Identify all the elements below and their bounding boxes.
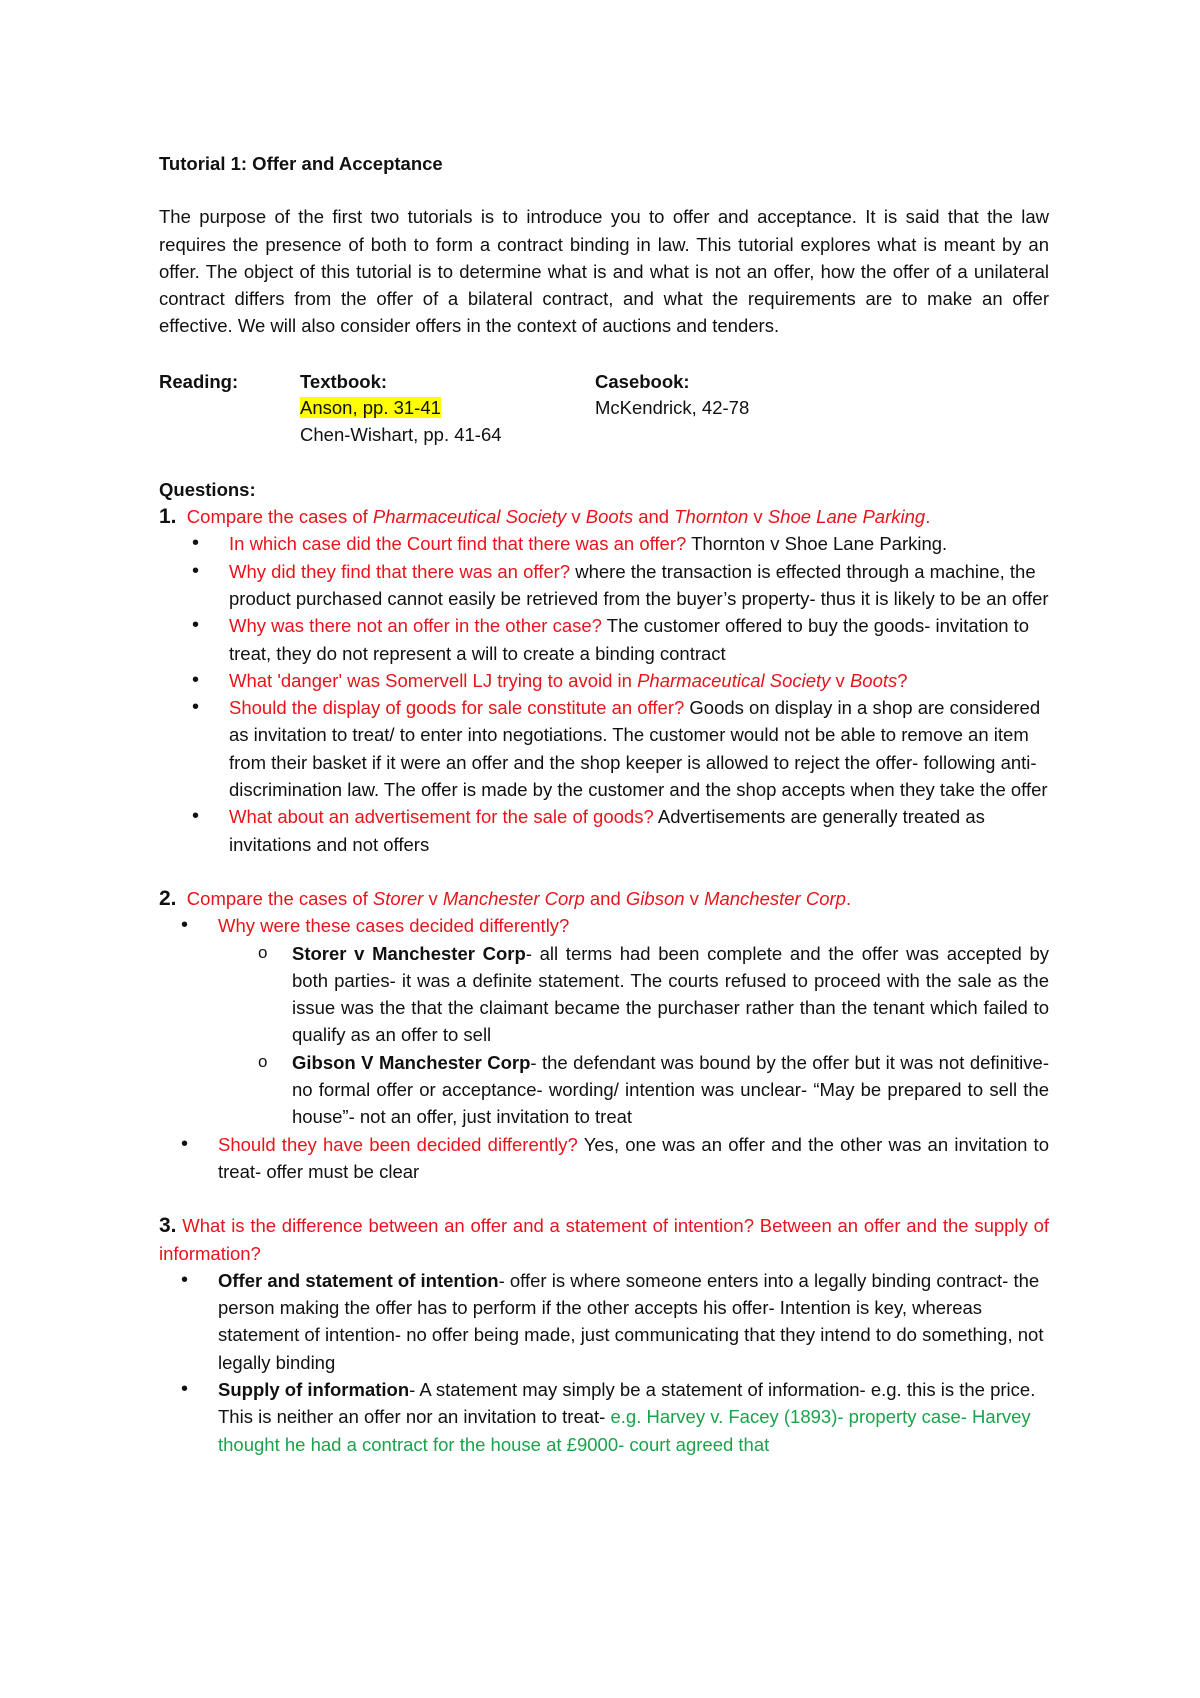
intro-paragraph: The purpose of the first two tutorials is to introduce you to offer and acceptance. It is said that the law requires the presence of both to form a contract binding in law. This tutorial explores what is meant by an offer. The object of this tutorial is to determine what is and what is not an offer, how the offer of a unilateral contract differs from the offer of a bilateral contract, and what the requirements are to make an offer effective. We will also consider offers in the context of auctions and tenders. <box>159 206 1049 337</box>
textbook-item-highlighted: Anson, pp. 31-41 <box>300 396 441 418</box>
sub-list <box>159 940 1049 1131</box>
question-1 <box>159 503 1049 858</box>
questions-heading: Questions: <box>159 478 256 500</box>
question-1-prompt: 1. Compare the cases of Pharmaceutical Society v Boots and Thornton v Shoe Lane Parking. <box>159 505 931 529</box>
textbook-label: Textbook: <box>300 370 388 392</box>
page-title: Tutorial 1: Offer and Acceptance <box>159 153 443 174</box>
question-3-bullets <box>159 1267 1049 1458</box>
question-number: 2. <box>159 886 177 910</box>
list-item: • Why were these cases decided differently? o Storer v Manchester Corp- all terms had been complete and the offer was accepted by both parties- it was a definite statement. The courts refused to proceed with the sale as the issue was the that the claimant became the purchaser rather than the tenant which failed to qualify as an offer to sell o Gibson V Manchester Corp- the defendant was bound by the offer but it was not definitive- no formal offer or acceptance- wording/ intention was unclear- “May be prepared to sell the house”- not an offer, just invitation to treat <box>159 912 1049 1130</box>
question-2 <box>159 885 1049 1185</box>
question-2-prompt: 2. Compare the cases of Storer v Manchester Corp and Gibson v Manchester Corp. <box>159 886 852 910</box>
list-item: • Offer and statement of intention- offer is where someone enters into a legally binding contract- the person making the offer has to perform if the other accepts his offer- Intention is key, whereas statement of intention- no offer being made, just communicating that they intend to do something, not legally binding <box>159 1267 1049 1376</box>
list-item: • What 'danger' was Somervell LJ trying to avoid in Pharmaceutical Society v Boots? <box>159 667 1049 694</box>
list-item: • In which case did the Court find that there was an offer? Thornton v Shoe Lane Parking. <box>159 530 1049 557</box>
document-page <box>159 150 1049 1458</box>
textbook-item <box>300 394 441 421</box>
list-item: • Supply of information- A statement may simply be a statement of information- e.g. this is the price. This is neither an offer nor an invitation to treat- e.g. Harvey v. Facey (1893)- property case- Harvey thought he had a contract for the house at £9000- court agreed that <box>159 1376 1049 1458</box>
reading-label: Reading: <box>159 370 239 392</box>
list-item: • Why did they find that there was an offer? where the transaction is effected through a machine, the product purchased cannot easily be retrieved from the buyer’s property- thus it is likely to be an offer <box>159 558 1049 613</box>
sub-list-item: o Storer v Manchester Corp- all terms had been complete and the offer was accepted by both parties- it was a definite statement. The courts refused to proceed with the sale as the issue was the that the claimant became the purchaser rather than the tenant which failed to qualify as an offer to sell <box>159 940 1049 1049</box>
casebook-item: McKendrick, 42-78 <box>595 396 750 418</box>
question-2-bullets <box>159 912 1049 1185</box>
list-item: • Why was there not an offer in the other case? The customer offered to buy the goods- invitation to treat, they do not represent a will to create a binding contract <box>159 612 1049 667</box>
question-1-bullets <box>159 530 1049 858</box>
reading-list <box>159 368 1049 448</box>
textbook-item: Chen-Wishart, pp. 41-64 <box>300 423 502 445</box>
question-3 <box>159 1212 1049 1458</box>
casebook-label: Casebook: <box>595 370 690 392</box>
sub-list-item: o Gibson V Manchester Corp- the defendant was bound by the offer but it was not definitive- no formal offer or acceptance- wording/ intention was unclear- “May be prepared to sell the house”- not an offer, just invitation to treat <box>159 1049 1049 1131</box>
question-number: 1. <box>159 505 177 529</box>
list-item: • Should they have been decided differently? Yes, one was an offer and the other was an invitation to treat- offer must be clear <box>159 1131 1049 1186</box>
question-number: 3. <box>159 1214 177 1238</box>
list-item: • Should the display of goods for sale constitute an offer? Goods on display in a shop are considered as invitation to treat/ to enter into negotiations. The customer would not be able to remove an item from their basket if it were an offer and the shop keeper is allowed to reject the offer- following anti-discrimination law. The offer is made by the customer and the shop accepts when they take the offer <box>159 694 1049 803</box>
list-item: • What about an advertisement for the sale of goods? Advertisements are generally treated as invitations and not offers <box>159 803 1049 858</box>
question-3-prompt: 3. What is the difference between an offer and a statement of intention? Between an offer and the supply of information? <box>159 1214 1049 1264</box>
